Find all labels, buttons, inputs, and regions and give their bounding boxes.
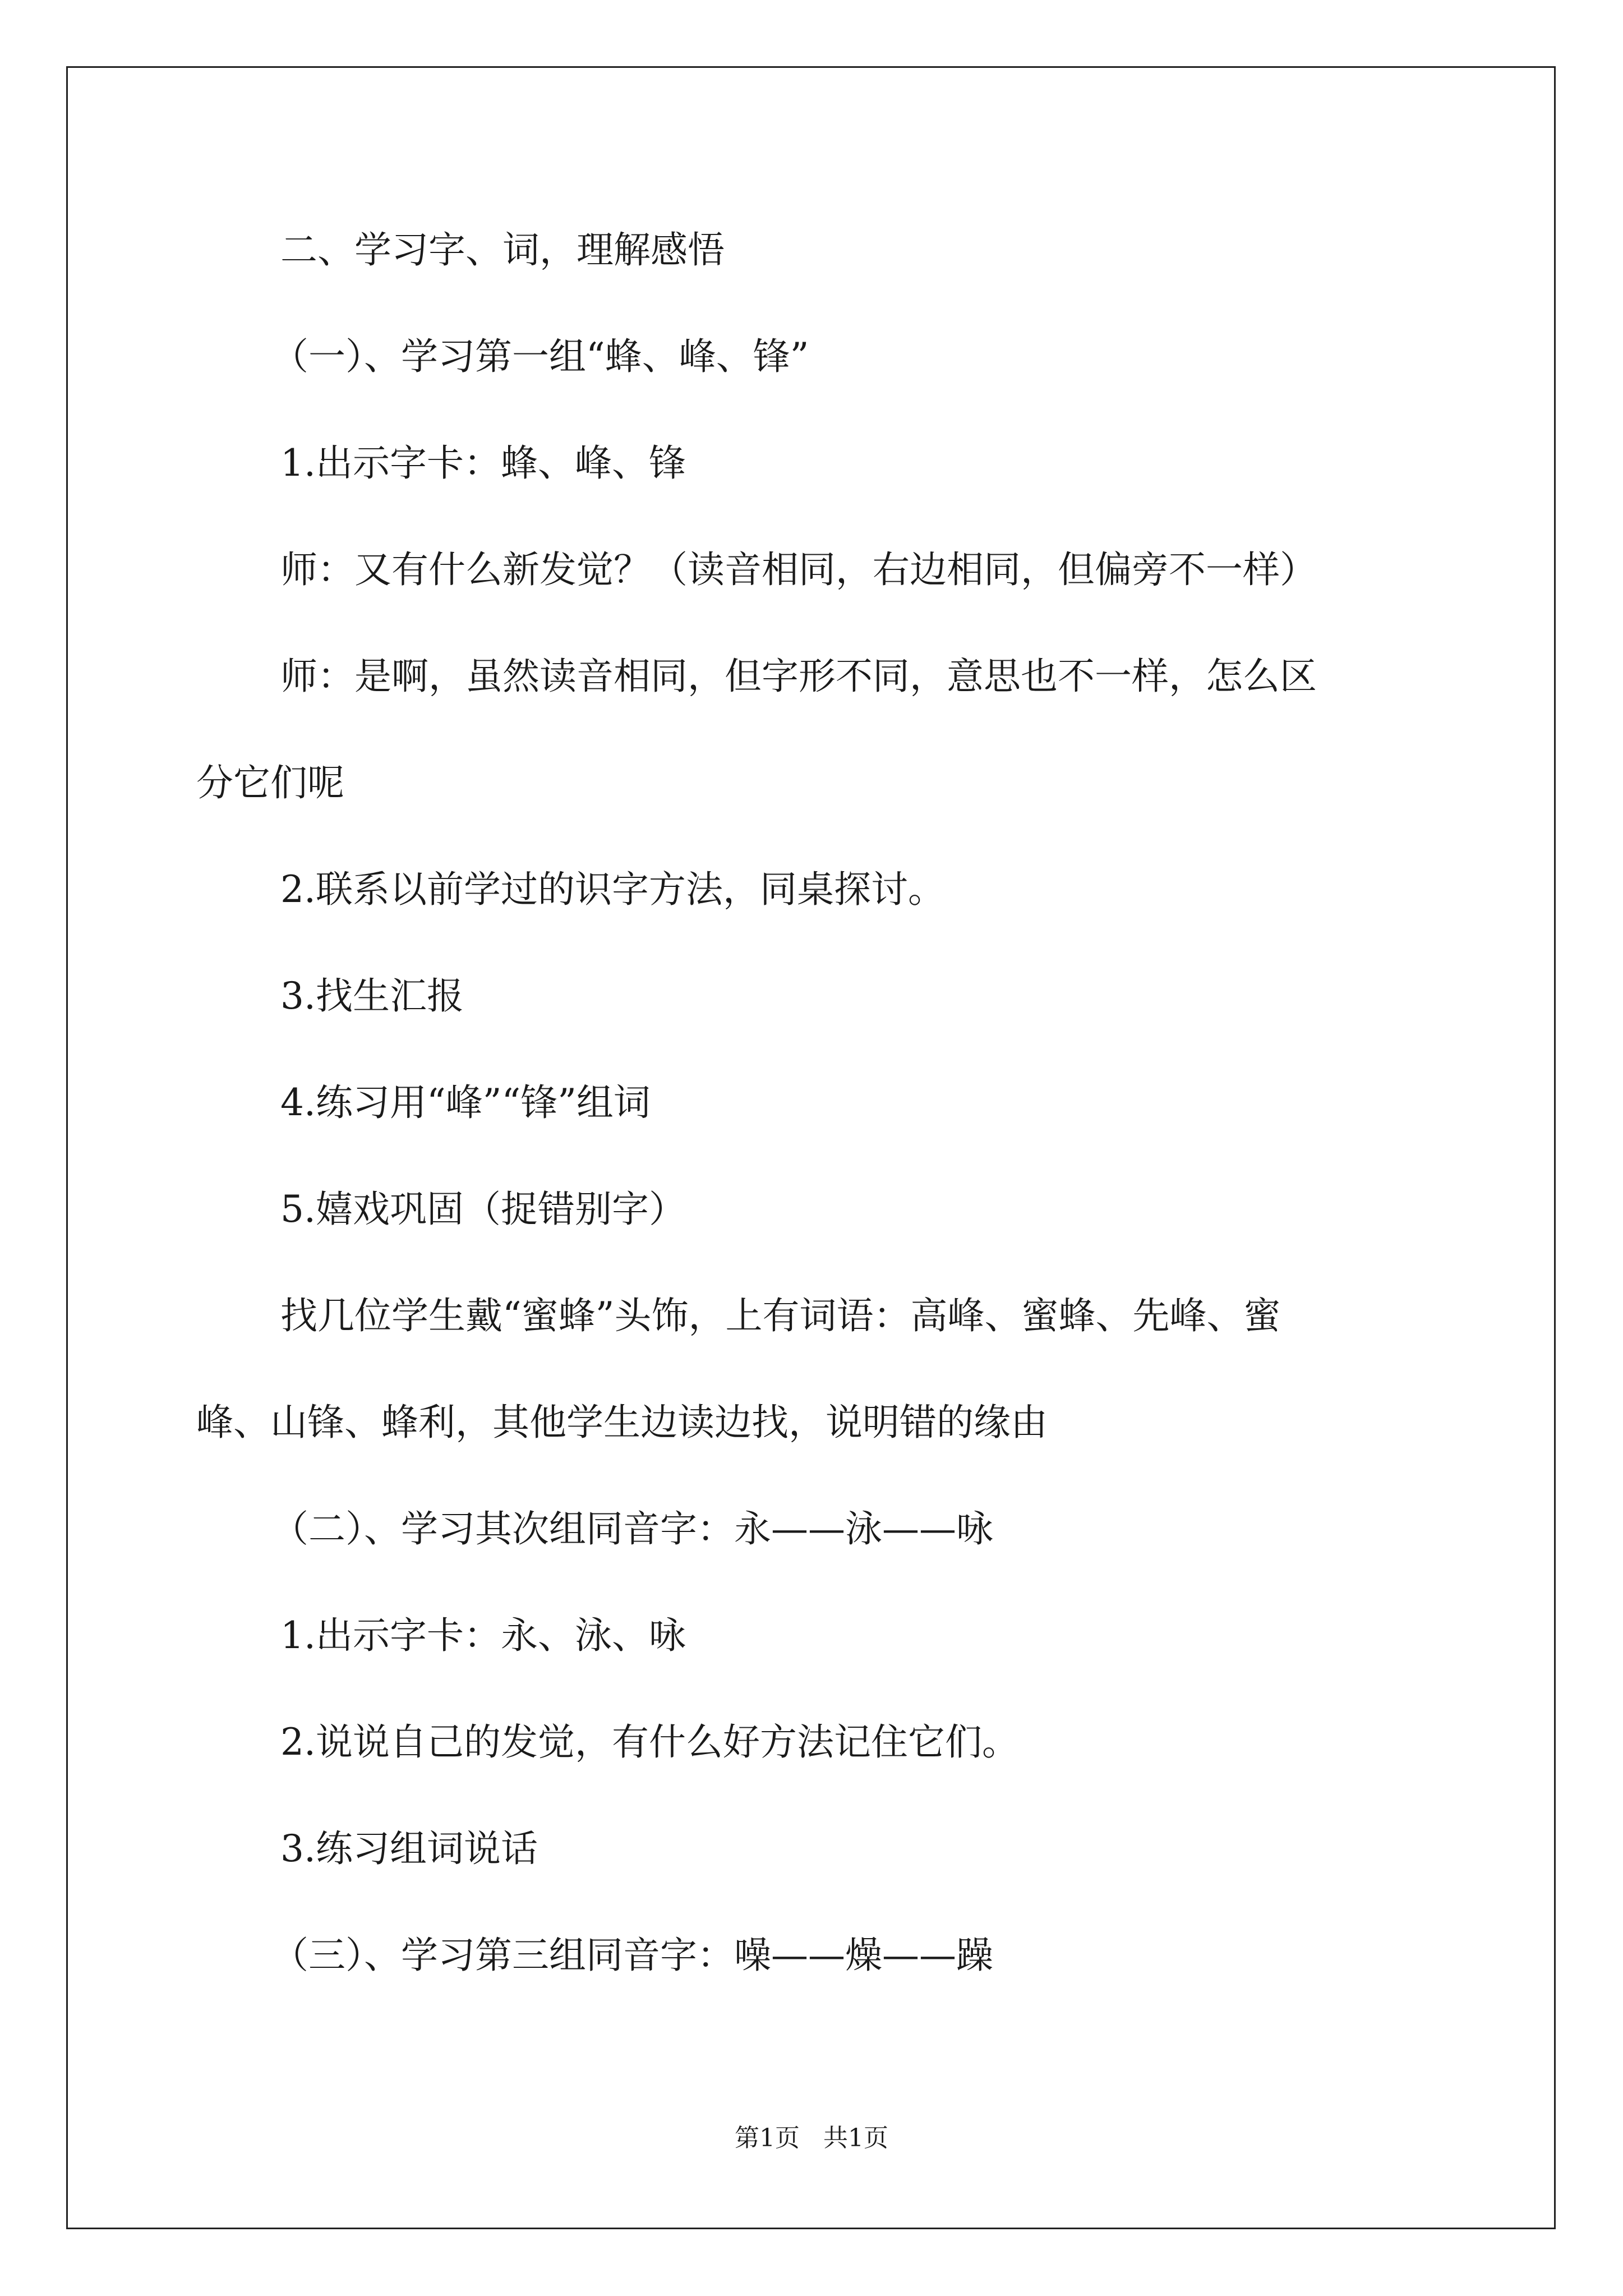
step-5-game: 5.嬉戏巩固（捉错别字） <box>280 1188 686 1231</box>
section-heading-two: 二、学习字、词，理解感悟 <box>280 228 725 272</box>
page-number-total: 共1页 <box>823 2124 888 2152</box>
page-border <box>66 66 1556 2229</box>
teacher-question-line: 师：又有什么新发觉？（读音相同，右边相同，但偏旁不一样） <box>280 548 1317 591</box>
page-number-current: 第1页 <box>735 2124 800 2152</box>
step-1-show-cards: 1.出示字卡：蜂、峰、锋 <box>280 441 686 485</box>
game-description-line-1: 找几位学生戴“蜜蜂”头饰，上有词语：高峰、蜜蜂、先峰、蜜 <box>280 1294 1281 1337</box>
page-footer <box>0 2126 1623 2151</box>
subsection-heading-two: （二）、学习其次组同音字：永——泳——咏 <box>271 1507 993 1550</box>
subsection-heading-three: （三）、学习第三组同音字：噪——燥——躁 <box>271 1934 993 1977</box>
step-3-word-sentence-practice: 3.练习组词说话 <box>280 1827 538 1870</box>
teacher-explanation-line-1: 师：是啊，虽然读音相同，但字形不同，意思也不一样，怎么区 <box>280 655 1317 698</box>
step-2-discuss: 2.联系以前学过的识字方法，同桌探讨。 <box>280 868 945 911</box>
teacher-explanation-line-2: 分它们呢 <box>196 761 344 804</box>
step-4-word-practice: 4.练习用“峰”“锋”组词 <box>280 1081 651 1124</box>
step-3-report: 3.找生汇报 <box>280 974 464 1018</box>
step-1-show-cards-two: 1.出示字卡：永、泳、咏 <box>280 1614 686 1657</box>
game-description-line-2: 峰、山锋、蜂利，其他学生边读边找，说明错的缘由 <box>196 1401 1048 1444</box>
subsection-heading-one: （一）、学习第一组“蜂、峰、锋” <box>271 335 809 378</box>
step-2-share-findings: 2.说说自己的发觉，有什么好方法记住它们。 <box>280 1720 1019 1764</box>
